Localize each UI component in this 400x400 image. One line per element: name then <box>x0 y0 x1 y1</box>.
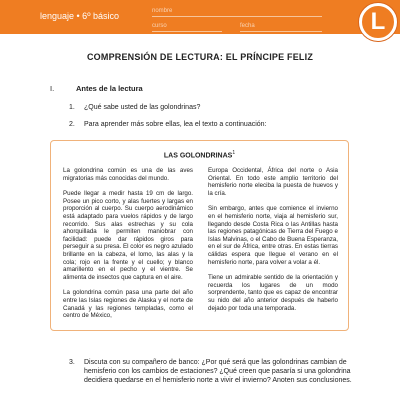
question-number: 1. <box>69 104 75 111</box>
paragraph: Puede llegar a medir hasta 19 cm de largo. Posee un pico corto, y alas fuertes y largas en proporción al cuerpo. Su cuerpo aerodinámico está adaptado para vuelos rápidos y de largo recorrido. Sus alas estrechas y su cola ahorquillada le permiten maniobrar con facilidad: puede dar rápidos giros para perseguir a su presa. El color es negro azulado brillante en la cabeza, el lomo, las alas y la cola; rojo en la frente y el cuello; y blanco amarillento en el pecho y el vientre. Se alimenta de insectos que captura en el aire. <box>63 190 193 281</box>
name-field-label: nombre <box>152 8 173 14</box>
reading-column-left <box>63 167 193 328</box>
date-field-label: fecha <box>240 23 255 29</box>
course-field-line[interactable] <box>152 31 222 32</box>
subject-title: lenguaje • 6º básico <box>40 11 119 21</box>
question-text: Para aprender más sobre ellas, lea el texto a continuación: <box>84 121 267 128</box>
question-number: 3. <box>69 359 75 366</box>
reading-box <box>50 140 349 331</box>
paragraph: La golondrina común es una de las aves migratorias más conocidas del mundo. <box>63 167 193 182</box>
header-bar <box>0 0 400 34</box>
reading-title-text: LAS GOLONDRINAS <box>163 152 233 160</box>
date-field-line[interactable] <box>240 31 322 32</box>
question-text: Discuta con su compañero de banco: ¿Por qué será que las golondrinas cambian de hemisferio con los cambios de estaciones? ¿Qué creen que pasaría si una golondrina decidiera quedarse en el hemisferio norte a vivir el invierno? Anoten sus conclusiones. <box>84 359 352 384</box>
paragraph: Tiene un admirable sentido de la orientación y recuerda los lugares de un modo sorprendente, tanto que es capaz de encontrar su nido del año anterior después de haberlo dejado por toda una temporada. <box>208 274 338 312</box>
question-text: ¿Qué sabe usted de las golondrinas? <box>84 104 201 111</box>
paragraph: Europa Occidental, África del norte o Asia Oriental. En todo este amplio territorio del hemisferio norte eleciba la puesta de huevos y la cría. <box>208 167 338 197</box>
question-number: 2. <box>69 121 75 128</box>
paragraph: Sin embargo, antes que comience el invierno en el hemisferio norte, viaja al hemisferio sur, llegando desde Costa Rica o las Antillas hasta las regiones patagónicas de Tierra del Fuego e Islas Malvinas, o el Cabo de Buena Esperanza, en el sur de África, entre otras. En estas tierras cálidas espera que llegue el verano en el hemisferio norte, para volver a volar a él. <box>208 205 339 266</box>
course-field-label: curso <box>152 23 167 29</box>
section-number: I. <box>50 84 55 93</box>
paragraph: La golondrina común pasa una parte del año entre las Islas regiones de Alaska y el norte de Canadá y las regiones templadas, como el centro de México, <box>63 289 193 320</box>
name-field-line[interactable] <box>152 16 322 17</box>
section-title: Antes de la lectura <box>76 84 143 93</box>
subject-logo <box>359 3 397 41</box>
page-title: COMPRENSIÓN DE LECTURA: EL PRÍNCIPE FELIZ <box>86 52 314 62</box>
reading-column-right <box>208 167 338 320</box>
footnote-marker: 1 <box>232 150 236 156</box>
reading-title <box>51 150 348 159</box>
logo-letter: L <box>370 8 386 35</box>
